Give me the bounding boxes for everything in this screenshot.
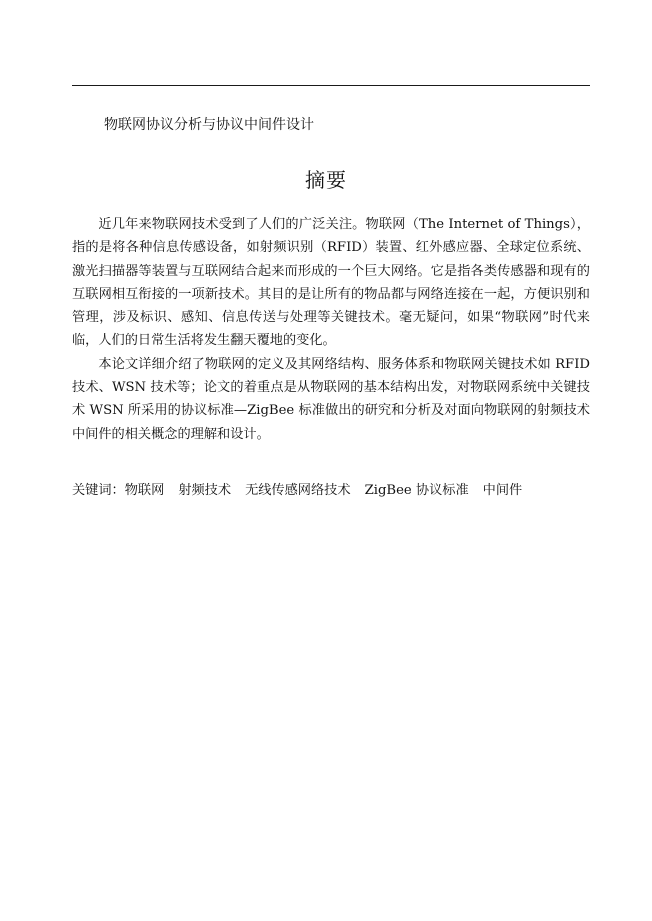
abstract-body: [72, 213, 590, 446]
keywords-label: 关键词：: [72, 483, 125, 498]
keyword-item: 物联网: [124, 483, 165, 498]
abstract-paragraph-1: 近几年来物联网技术受到了人们的广泛关注。物联网（The Internet of Things），指的是将各种信息传感设备，如射频识别（RFID）装置、红外感应器、全球定位系统、激光扫描器等装置与互联网结合起来而形成的一个巨大网络。它是指各类传感器和现有的互联网相互衔接的一项新技术。其目的是让所有的物品都与网络连接在一起，方便识别和管理，涉及标识、感知、信息传送与处理等关键技术。毫无疑问，如果“物联网”时代来临，人们的日常生活将发生翻天覆地的变化。: [72, 217, 590, 349]
keywords-line: [72, 479, 590, 502]
running-title: 物联网协议分析与协议中间件设计: [104, 117, 314, 133]
abstract-heading: 摘要: [305, 168, 347, 192]
abstract-paragraph-2: 本论文详细介绍了物联网的定义及其网络结构、服务体系和物联网关键技术如 RFID 技术、WSN 技术等；论文的着重点是从物联网的基本结构出发，对物联网系统中关键技术 WSN 所采用的协议标准—ZigBee 标准做出的研究和分析及对面向物联网的射频技术中间件的相关概念的理解和设计。: [72, 356, 590, 442]
keyword-item: 射频技术: [178, 483, 232, 498]
header-rule: [72, 85, 590, 86]
keyword-item: ZigBee 协议标准: [364, 483, 469, 498]
keyword-item: 中间件: [482, 483, 523, 498]
keyword-item: 无线传感网络技术: [245, 483, 351, 498]
